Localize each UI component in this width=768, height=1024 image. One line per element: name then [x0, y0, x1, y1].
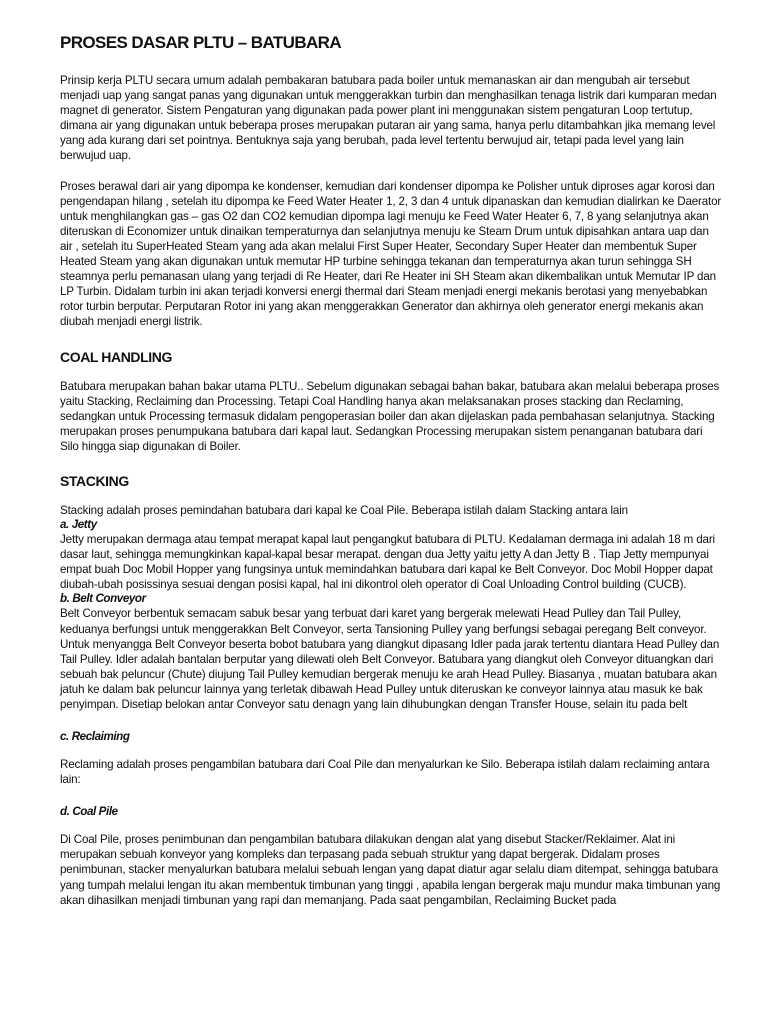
belt-conveyor-paragraph: Belt Conveyor berbentuk semacam sabuk besar yang terbuat dari karet yang bergerak melewati Head Pulley dan Tail Pulley, keduanya berfungsi untuk menggerakkan Belt Conveyor, serta Tansioning Pulley yang berfungsi sebagai peregang Belt conveyor. Untuk menyangga Belt Conveyor beserta bobot batubara yang diangkut dipasang Idler pada jarak tertentu diantara Head Pulley dan Tail Pulley. Idler adalah bantalan berputar yang dilewati oleh Belt Conveyor. Batubara yang diangkut oleh Conveyor dituangkan dari sebuah bak peluncur (Chute) diujung Tail Pulley kemudian bergerak menuju ke arah Head Pulley. Biasanya , muatan batubara akan jatuh ke dalam bak peluncur lainnya yang terletak dibawah Head Pulley untuk diteruskan ke conveyor lainnya atau masuk ke bak penyimpan. Disetiap belokan antar Conveyor satu denagn yang lain dihubungkan dengan Transfer House, selain itu pada belt — [60, 607, 720, 711]
belt-conveyor-subheading: b. Belt Conveyor — [60, 592, 146, 606]
coal-pile-subheading: d. Coal Pile — [60, 805, 118, 819]
reclaiming-subheading: c. Reclaiming — [60, 730, 130, 744]
coal-pile-paragraph: Di Coal Pile, proses penimbunan dan pengambilan batubara dilakukan dengan alat yang disebut Stacker/Reklaimer. Alat ini merupakan sebuah konveyor yang kompleks dan terpasang pada sebuah struktur yang dapat bergerak. Didalam proses penimbunan, stacker menyalurkan batubara melalui sebuah lengan yang dapat diatur agar selalu diam ditempat, sehingga batubara yang tumpah melalui lengan itu akan membentuk timbunan yang tinggi , apabila lengan bergerak maju mundur maka timbunan yang akan dihasilkan menjadi timbunan yang rapi dan memanjang. Pada saat pengambilan, Reclaiming Bucket pada — [60, 833, 721, 907]
document-content — [60, 32, 724, 908]
jetty-subheading: a. Jetty — [60, 518, 97, 532]
intro-paragraph-1: Prinsip kerja PLTU secara umum adalah pembakaran batubara pada boiler untuk memanaskan air dan mengubah air tersebut menjadi uap yang sangat panas yang digunakan untuk menggerakkan turbin dan menghasilkan tenaga listrik dari kumparan medan magnet di generator. Sistem Pengaturan yang digunakan pada power plant ini menggunakan sistem pengaturan Loop tertutup, dimana air yang digunakan untuk beberapa proses merupakan putaran air yang sama, hanya perlu ditambahkan jika memang level yang ada kurang dari set pointnya. Bentuknya saja yang berubah, pada level tertentu berwujud air, tetapi pada level yang lain berwujud uap. — [60, 74, 717, 163]
coal-handling-heading: COAL HANDLING — [60, 348, 172, 365]
jetty-paragraph: Jetty merupakan dermaga atau tempat merapat kapal laut pengangkut batubara di PLTU. Kedalaman dermaga ini adalah 18 m dari dasar laut, sehingga memungkinkan kapal-kapal besar merapat. dengan dua Jetty yaitu jetty A dan Jetty B . Tiap Jetty mempunyai empat buah Doc Mobil Hopper yang fungsinya untuk memindahkan batubara dari kapal ke Belt Conveyor. Doc Mobil Hopper dapat diubah-ubah posissinya sesuai dengan posisi kapal, hal ini dikontrol oleh operator di Coal Unloading Control building (CUCB). — [60, 533, 715, 592]
stacking-intro: Stacking adalah proses pemindahan batubara dari kapal ke Coal Pile. Beberapa istilah dalam Stacking antara lain — [60, 503, 628, 517]
page-title: PROSES DASAR PLTU – BATUBARA — [60, 33, 342, 52]
stacking-heading: STACKING — [60, 472, 129, 489]
reclaiming-paragraph: Reclaming adalah proses pengambilan batubara dari Coal Pile dan menyalurkan ke Silo. Beberapa istilah dalam reclaiming antara lain: — [60, 758, 710, 787]
coal-handling-paragraph: Batubara merupakan bahan bakar utama PLTU.. Sebelum digunakan sebagai bahan bakar, batubara akan melalui beberapa proses yaitu Stacking, Reclaiming dan Processing. Tetapi Coal Handling hanya akan melaksanakan proses stacking dan Reclaming, sedangkan untuk Processing termasuk didalam pengoperasian boiler dan akan dijelaskan pada pembahasan selanjutnya. Stacking merupakan proses penumpukana batubara dari kapal laut. Sedangkan Processing merupakan sistem penanganan batubara dari Silo hingga siap digunakan di Boiler. — [60, 379, 720, 453]
intro-paragraph-2: Proses berawal dari air yang dipompa ke kondenser, kemudian dari kondenser dipompa ke Polisher untuk diproses agar korosi dan pengendapan hilang , setelah itu dipompa ke Feed Water Heater 1, 2, 3 dan 4 untuk dipanaskan dan kemudian dialirkan ke Daerator untuk menghilangkan gas – gas O2 dan CO2 kemudian dipompa lagi menuju ke Feed Water Heater 6, 7, 8 yang selanjutnya akan diteruskan di Economizer untuk dinaikan temperaturnya dan selanjutnya menuju ke Steam Drum untuk dipisahkan antara uap dan air , setelah itu SuperHeated Steam yang ada akan melalui First Super Heater, Secondary Super Heater dan membentuk Super Heated Steam yang akan digunakan untuk memutar HP turbine sehingga tekanan dan temperaturnya akan turun sehingga SH steamnya perlu pemanasan ulang yang terjadi di Re Heater, dari Re Heater ini SH Steam akan dikembalikan untuk Memutar IP dan LP Turbin. Didalam turbin ini akan terjadi konversi energi thermal dari Steam menjadi energi mekanis berotasi yang menyebabkan rotor turbin berputar. Perputaran Rotor ini yang akan menggerakkan Generator dan akhirnya oleh generator energi mekanis akan diubah menjadi energi listrik. — [60, 179, 722, 329]
